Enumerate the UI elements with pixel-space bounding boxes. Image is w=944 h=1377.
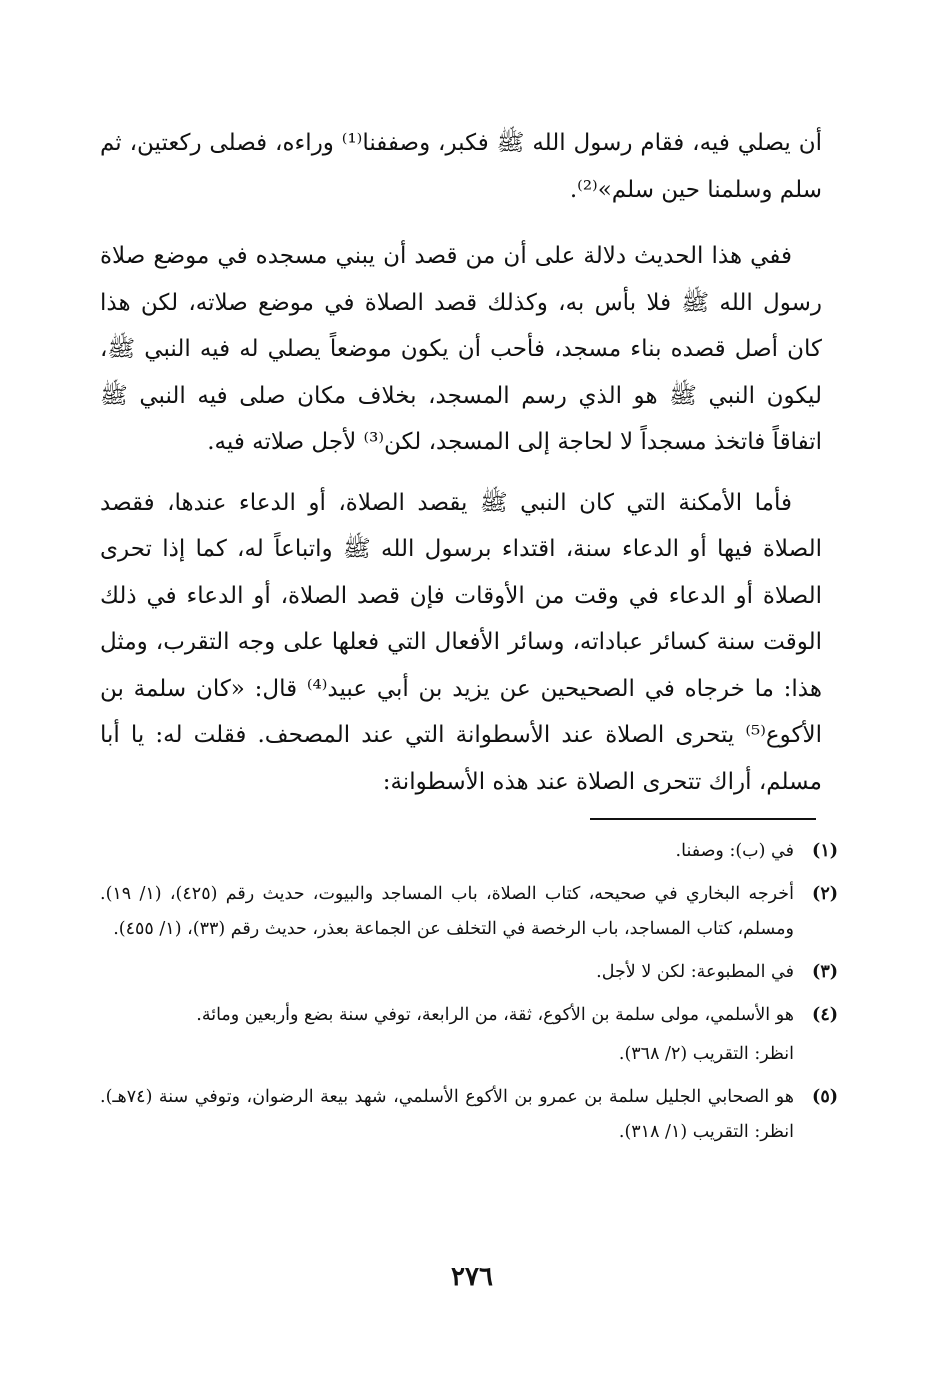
footnote-number: (٢) <box>812 884 838 904</box>
footnote-text-block <box>100 998 794 1072</box>
footnote-1 <box>100 834 838 869</box>
footnote-4 <box>100 998 838 1072</box>
footnote-text: هو الصحابي الجليل سلمة بن عمرو بن الأكوع الأسلمي، شهد بيعة الرضوان، وتوفي سنة (٧٤هـ). انظر: التقريب (١/ ٣١٨). <box>100 1087 794 1142</box>
footnote-text: في المطبوعة: لكن لا لأجل. <box>596 962 794 982</box>
footnote-number: (٤) <box>812 1005 838 1025</box>
footnotes <box>100 834 838 1158</box>
footnote-3 <box>100 955 838 990</box>
footnote-number: (٣) <box>812 962 838 982</box>
footnote-text: هو الأسلمي، مولى سلمة بن الأكوع، ثقة، من الرابعة، توفي سنة بضع وأربعين ومائة. <box>196 1005 794 1025</box>
footnote-number: (٥) <box>812 1087 838 1107</box>
footnote-5 <box>100 1080 838 1150</box>
footnote-reference: انظر: التقريب (٢/ ٣٦٨). <box>618 1044 794 1064</box>
footnote-2 <box>100 877 838 947</box>
footnote-separator <box>590 818 816 820</box>
paragraph-1: أن يصلي فيه، فقام رسول الله ﷺ فكبر، وصففنا⁽¹⁾ وراءه، فصلى ركعتين، ثم سلم وسلمنا حين سلم»⁽²⁾. <box>100 130 822 203</box>
footnote-number: (١) <box>812 841 838 861</box>
main-text-body <box>100 120 822 819</box>
footnote-text: في (ب): وصفنا. <box>675 841 794 861</box>
paragraph-3: فأما الأمكنة التي كان النبي ﷺ يقصد الصلاة، أو الدعاء عندها، فقصد الصلاة فيها أو الدعاء سنة، اقتداء برسول الله ﷺ واتباعاً له، كما إذا تحرى الصلاة أو الدعاء في وقت من الأوقات فإن قصد الصلاة، أو الدعاء في ذلك الوقت سنة كسائر عباداته، وسائر الأفعال التي فعلها على وجه التقرب، ومثل هذا: ما خرجاه في الصحيحين عن يزيد بن أبي عبيد⁽⁴⁾ قال: «كان سلمة بن الأكوع⁽⁵⁾ يتحرى الصلاة عند الأسطوانة التي عند المصحف. فقلت له: يا أبا مسلم، أراك تتحرى الصلاة عند هذه الأسطوانة: <box>100 489 822 795</box>
paragraph-2: ففي هذا الحديث دلالة على أن من قصد أن يبني مسجده في موضع صلاة رسول الله ﷺ فلا بأس به، وكذلك قصد الصلاة في موضع صلاته، لكن هذا كان أصل قصده بناء مسجد، فأحب أن يكون موضعاً يصلي له فيه النبي ﷺ، ليكون النبي ﷺ هو الذي رسم المسجد، بخلاف مكان صلى فيه النبي ﷺ اتفاقاً فاتخذ مسجداً لا لحاجة إلى المسجد، لكن⁽³⁾ لأجل صلاته فيه. <box>100 243 822 455</box>
page-number: ٢٧٦ <box>451 1262 493 1292</box>
footnote-text: أخرجه البخاري في صحيحه، كتاب الصلاة، باب المساجد والبيوت، حديث رقم (٤٢٥)، (١/ ١٩). ومسلم، كتاب المساجد، باب الرخصة في التخلف عن الجماعة بعذر، حديث رقم (٣٣)، (١/ ٤٥٥). <box>100 884 794 939</box>
